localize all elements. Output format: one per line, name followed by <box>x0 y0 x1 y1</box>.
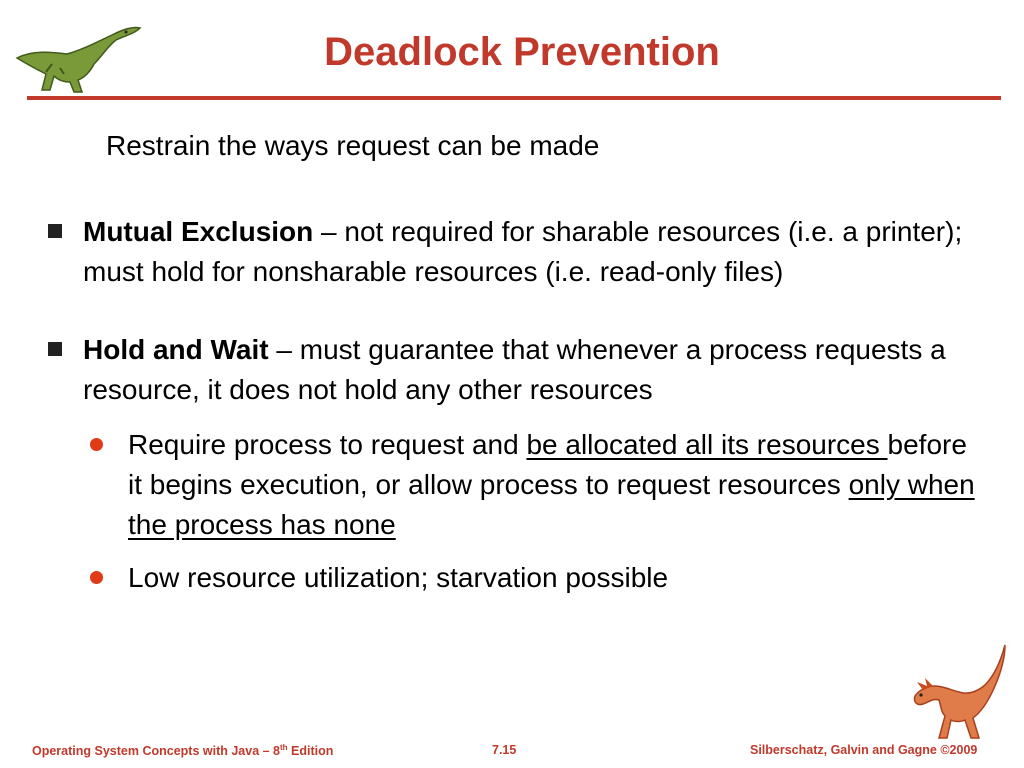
round-bullet-icon <box>90 571 103 584</box>
underlined-text: be allocated all its resources <box>526 429 888 460</box>
sub-text: Low resource utilization; starvation possible <box>128 562 669 593</box>
slide-title: Deadlock Prevention <box>324 30 720 74</box>
footer-book-sup: th <box>280 743 288 752</box>
bullet-list <box>48 212 988 598</box>
sub-bullet-require <box>83 425 988 545</box>
sub-bullet-utilization <box>83 558 988 598</box>
bullet-term: Hold and Wait <box>83 334 269 365</box>
footer-book-text: Operating System Concepts with Java – 8 <box>32 744 280 759</box>
lead-text: Restrain the ways request can be made <box>106 130 600 161</box>
bullet-text: – must guarantee that whenever a process requests a resource, it does not hold any other resources <box>83 334 946 405</box>
sub-text: Require process to request and <box>128 429 527 460</box>
bullet-hold-and-wait <box>48 330 988 410</box>
square-bullet-icon <box>48 224 62 238</box>
footer-book <box>32 743 333 758</box>
sub-text: before it begins execution, or allow process to request resources <box>128 429 967 500</box>
title-divider <box>27 96 1001 100</box>
bullet-mutual-exclusion <box>48 212 988 292</box>
red-dinosaur-icon <box>905 640 1010 745</box>
round-bullet-icon <box>90 438 103 451</box>
page-number: 7.15 <box>492 743 517 757</box>
footer-book-edition: Edition <box>287 744 334 759</box>
footer-authors: Silberschatz, Galvin and Gagne ©2009 <box>750 743 978 757</box>
underlined-text: only when the process has none <box>128 469 975 540</box>
bullet-term: Mutual Exclusion <box>83 216 314 247</box>
square-bullet-icon <box>48 342 62 356</box>
bullet-text: – not required for sharable resources (i.e. a printer); must hold for nonsharable resources (i.e. read-only files) <box>83 216 963 287</box>
